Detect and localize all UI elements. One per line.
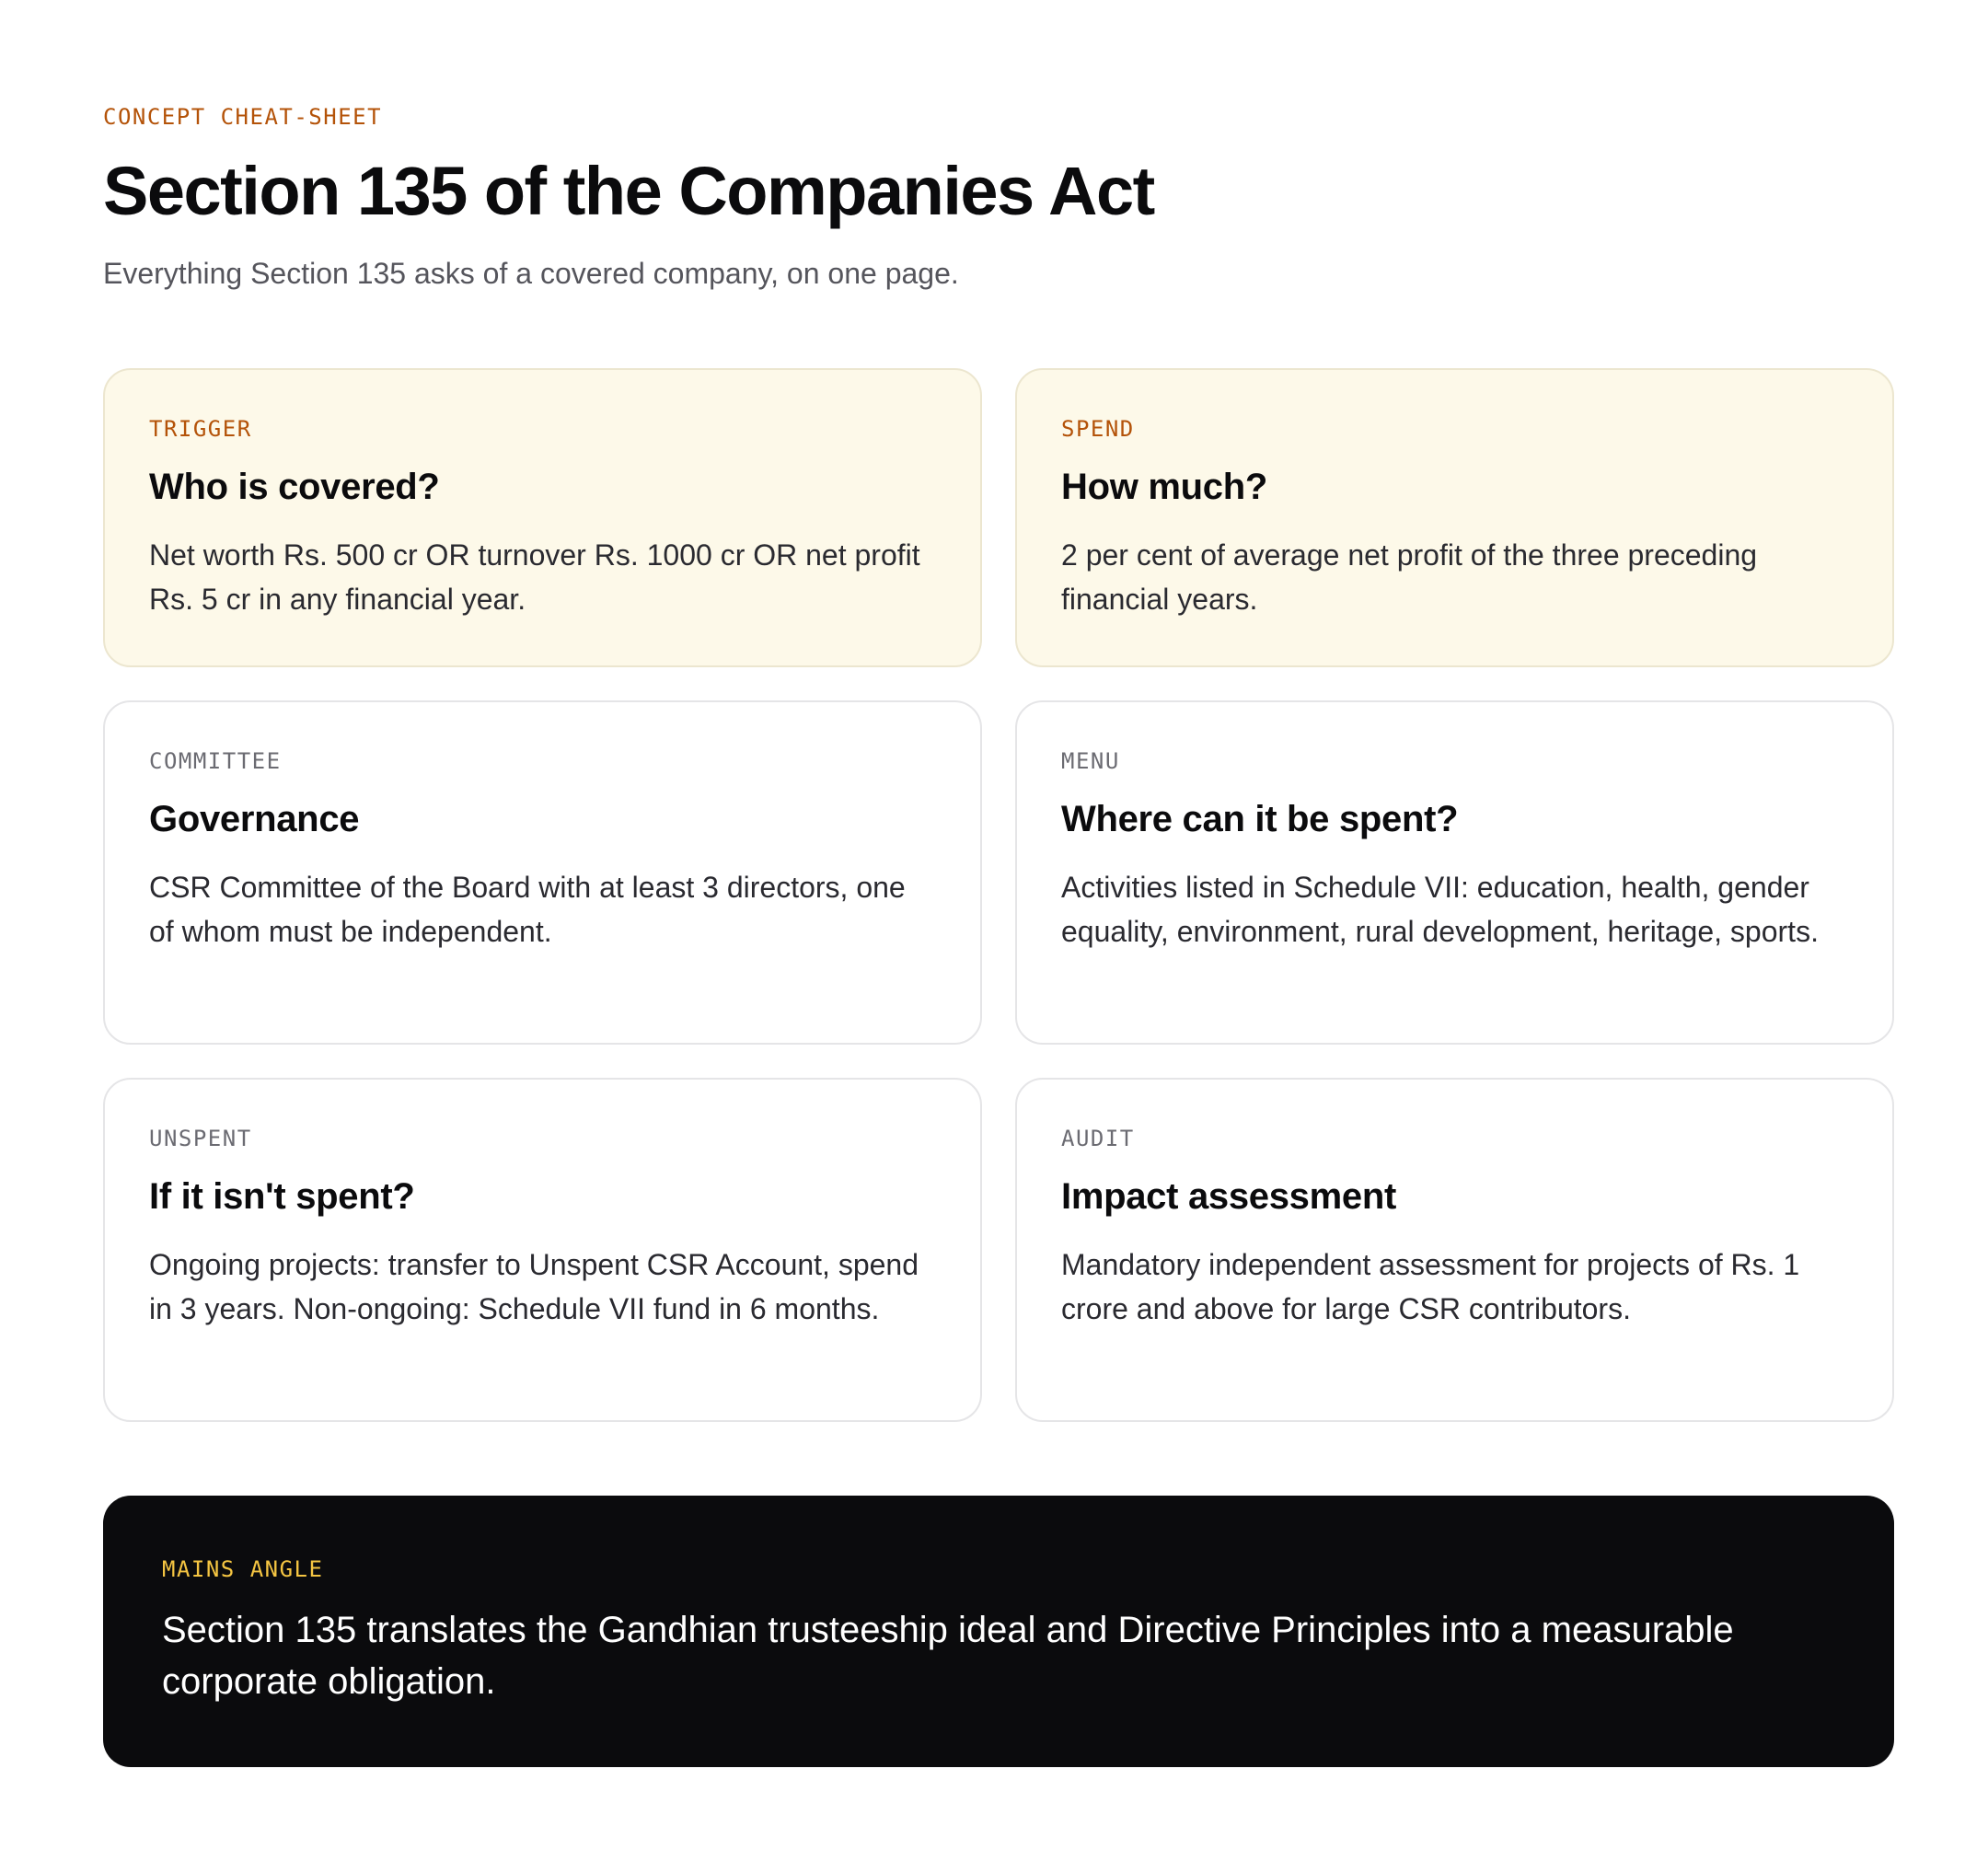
card-audit — [1015, 1078, 1894, 1422]
mains-body: Section 135 translates the Gandhian trusteeship ideal and Directive Principles into a measurable corporate obligation. — [162, 1610, 1734, 1702]
card-body: Net worth Rs. 500 cr OR turnover Rs. 1000 cr OR net profit Rs. 5 cr in any financial year. — [149, 538, 920, 616]
card-unspent — [103, 1078, 982, 1422]
card-body: Ongoing projects: transfer to Unspent CSR Account, spend in 3 years. Non-ongoing: Schedule VII fund in 6 months. — [149, 1248, 919, 1325]
card-tag: SPEND — [1061, 416, 1135, 442]
card-tag: AUDIT — [1061, 1126, 1135, 1151]
card-menu — [1015, 700, 1894, 1045]
card-title: Governance — [149, 799, 360, 839]
card-tag: MENU — [1061, 748, 1120, 774]
mains-tag: MAINS ANGLE — [162, 1556, 324, 1582]
card-trigger — [103, 368, 982, 667]
mains-angle-callout — [103, 1496, 1894, 1767]
card-body: Activities listed in Schedule VII: education, health, gender equality, environment, rural development, heritage, sports. — [1061, 871, 1819, 948]
card-title: Impact assessment — [1061, 1176, 1396, 1217]
card-title: How much? — [1061, 467, 1267, 507]
card-tag: TRIGGER — [149, 416, 252, 442]
card-body: 2 per cent of average net profit of the three preceding financial years. — [1061, 538, 1758, 616]
page-title: Section 135 of the Companies Act — [103, 153, 1154, 229]
card-title: Where can it be spent? — [1061, 799, 1459, 839]
card-tag: COMMITTEE — [149, 748, 282, 774]
card-title: If it isn't spent? — [149, 1176, 415, 1217]
card-committee — [103, 700, 982, 1045]
card-body: CSR Committee of the Board with at least 3 directors, one of whom must be independent. — [149, 871, 906, 948]
eyebrow-label: CONCEPT CHEAT-SHEET — [103, 104, 383, 130]
card-tag: UNSPENT — [149, 1126, 252, 1151]
card-spend — [1015, 368, 1894, 667]
card-title: Who is covered? — [149, 467, 440, 507]
card-body: Mandatory independent assessment for projects of Rs. 1 crore and above for large CSR contributors. — [1061, 1248, 1800, 1325]
page-subtitle: Everything Section 135 asks of a covered company, on one page. — [103, 257, 959, 290]
